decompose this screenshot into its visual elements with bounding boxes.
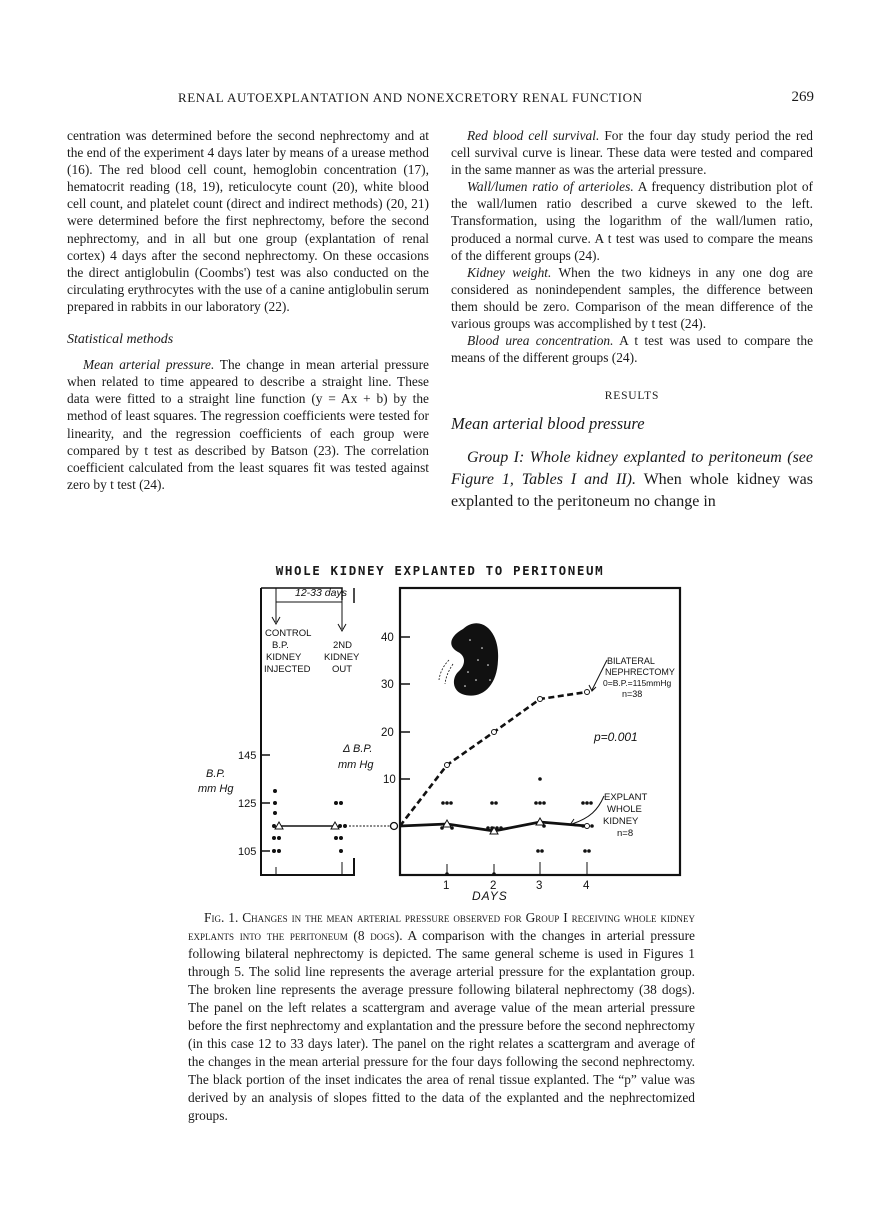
control-label-2: B.P. bbox=[272, 640, 289, 651]
interval-label: 12-33 days bbox=[295, 587, 347, 599]
left-column bbox=[67, 127, 429, 493]
xtick-1: 1 bbox=[443, 880, 450, 892]
paragraph-text: For the four day study period the red cell survival curve is linear. These data were tested and compared in the same manner as was the arterial pressure. bbox=[451, 128, 813, 178]
running-head bbox=[178, 90, 814, 110]
section-title-statistical-methods: Statistical methods bbox=[67, 332, 174, 348]
subhead-mean-arterial-pressure: Mean arterial pressure. bbox=[83, 357, 215, 373]
second-label-2: KIDNEY bbox=[324, 652, 360, 663]
right-column bbox=[451, 127, 813, 513]
left-ylabel-1: B.P. bbox=[206, 768, 226, 780]
paragraph-wall-lumen bbox=[451, 178, 813, 263]
left-ytick-105: 105 bbox=[238, 846, 257, 858]
subhead-group-1: Group I: Whole kidney explanted to peritoneum (see Figure 1, Tables I and II). bbox=[451, 448, 813, 488]
paragraph-text: When whole kidney was explanted to the peritoneum no change in bbox=[451, 470, 814, 510]
paragraph-mean-arterial-pressure bbox=[67, 356, 429, 493]
right-ytick-10: 10 bbox=[383, 774, 396, 786]
bilateral-label-3: 0=B.P.=115mmHg bbox=[603, 678, 672, 688]
bilateral-label-1: BILATERAL bbox=[607, 656, 655, 666]
paragraph-methods-continued: centration was determined before the second nephrectomy and at the end of the experiment 4 days later by means of a urease method (16). The red blood cell count, hemoglobin concentration (17), hematocrit reading (18, 19), reticulocyte count (20), white blood cell count, and platelet count (direct and indirect methods) (20, 21) were determined before the first nephrectomy, before the second nephrectomy, and in all but one group (explantation of renal cortex) 4 days after the second nephrectomy. On these occasions the direct antiglobulin (Coombs') test was also conducted on the circulating erythrocytes with the use of a canine antiglobulin serum prepared in rabbits in our laboratory (22). bbox=[67, 128, 429, 314]
paragraph-rbc-survival bbox=[451, 127, 813, 178]
second-label-1: 2ND bbox=[333, 640, 353, 651]
page-number: 269 bbox=[791, 89, 814, 105]
results-heading: RESULTS bbox=[604, 390, 660, 403]
explant-label-3: KIDNEY bbox=[603, 816, 639, 827]
caption-title: Changes in the mean arterial pressure observed for Group I receiving whole kidney explants into the peritoneum (8 dogs). bbox=[188, 910, 695, 943]
left-ylabel-2: mm Hg bbox=[198, 783, 234, 795]
x-axis-label: DAYS bbox=[472, 889, 508, 900]
paragraph-kidney-weight bbox=[451, 264, 813, 332]
second-label-3: OUT bbox=[332, 664, 353, 675]
explant-label-1: EXPLANT bbox=[604, 792, 648, 803]
caption-label: Fig. 1. bbox=[204, 910, 239, 925]
xtick-2: 2 bbox=[490, 880, 497, 892]
subhead-rbc-survival: Red blood cell survival. bbox=[467, 128, 600, 143]
p-value: p=0.001 bbox=[594, 730, 638, 744]
subhead-wall-lumen: Wall/lumen ratio of arterioles. bbox=[467, 179, 634, 195]
subhead-kidney-weight: Kidney weight. bbox=[467, 264, 552, 280]
left-panel-text bbox=[198, 587, 374, 858]
control-label-1: CONTROL bbox=[265, 628, 312, 639]
caption-body: A comparison with the changes in arterial pressure following bilateral nephrectomy is depicted. The same general scheme is used in Figures 1 through 5. The solid line represents the average arterial pressure for the explantation group. The broken line represents the average pressure following bilateral nephrectomy (38 dogs). The panel on the left relates a scattergram and average value of the mean arterial pressure before the first nephrectomy and explantation and the pressure before the second nephrectomy (in this case 12 to 33 days later). The panel on the right relates a scattergram and average of the changes in the mean arterial pressure for the four days following the second nephrectomy. The black portion of the inset indicates the area of renal tissue explanted. The “p” value was derived by an analysis of slopes fitted to the data of the explanted and the nephrectomized groups. bbox=[188, 928, 695, 1123]
explant-label-4: n=8 bbox=[617, 828, 634, 839]
explant-label-2: WHOLE bbox=[607, 804, 642, 815]
bilateral-label-4: n=38 bbox=[622, 689, 643, 699]
right-panel bbox=[400, 588, 680, 875]
caption-paragraph bbox=[188, 909, 695, 1125]
paragraph-text: When the two kidneys in any one dog are considered as nonindependent samples, the difference between them should be zero. Comparison of the mean difference of the various groups was accomplished by t test (24). bbox=[451, 264, 813, 332]
zero-marker bbox=[391, 823, 398, 830]
subhead-blood-urea: Blood urea concentration. bbox=[467, 333, 614, 349]
paragraph-blood-urea bbox=[451, 332, 813, 366]
figure-title: WHOLE KIDNEY EXPLANTED TO PERITONEUM bbox=[275, 563, 605, 578]
paragraph-text: The change in mean arterial pressure when related to time appeared to describe a straight line. These data were fitted to a straight line function (y = Ax + b) by the method of least squares. The regression coefficients were tested for linearity, and the regression coefficients of each group were compared by t test as described by Batson (23). The correlation coefficient calculated from the least squares fit was tested against zero by t test (24). bbox=[67, 357, 429, 492]
bilateral-label-2: NEPHRECTOMY bbox=[605, 667, 675, 677]
control-label-3: KIDNEY bbox=[266, 652, 302, 663]
bilateral-nephrectomy-line bbox=[400, 660, 607, 826]
control-label-4: INJECTED bbox=[264, 664, 311, 675]
paragraph-text: A frequency distribution plot of the wall/lumen ratio described a curve skewed to the left. Transformation, using the logarithm of the wall/lumen ratio, produced a normal curve. A t test was used to compare the means of the different groups (24). bbox=[451, 179, 813, 263]
left-ytick-145: 145 bbox=[238, 750, 257, 762]
left-ytick-125: 125 bbox=[238, 798, 257, 810]
right-ytick-30: 30 bbox=[381, 679, 394, 691]
right-panel-text bbox=[381, 632, 675, 900]
right-ylabel-2: mm Hg bbox=[338, 759, 374, 771]
kidney-icon bbox=[439, 623, 498, 695]
right-ylabel-1: Δ B.P. bbox=[343, 743, 373, 755]
running-title: RENAL AUTOEXPLANTATION AND NONEXCRETORY RENAL FUNCTION bbox=[178, 90, 643, 105]
right-ytick-40: 40 bbox=[381, 632, 394, 644]
figure-1-chart bbox=[180, 580, 700, 900]
figure-caption bbox=[188, 909, 695, 1125]
xtick-3: 3 bbox=[536, 880, 543, 892]
left-scatter-points bbox=[272, 789, 347, 853]
paragraph-text: A t test was used to compare the means of the different groups (24). bbox=[451, 333, 814, 366]
right-ytick-20: 20 bbox=[381, 727, 394, 739]
subheading-mean-arterial-blood-pressure: Mean arterial blood pressure bbox=[451, 414, 645, 434]
xtick-4: 4 bbox=[583, 880, 590, 892]
paragraph-group-1 bbox=[451, 447, 813, 513]
